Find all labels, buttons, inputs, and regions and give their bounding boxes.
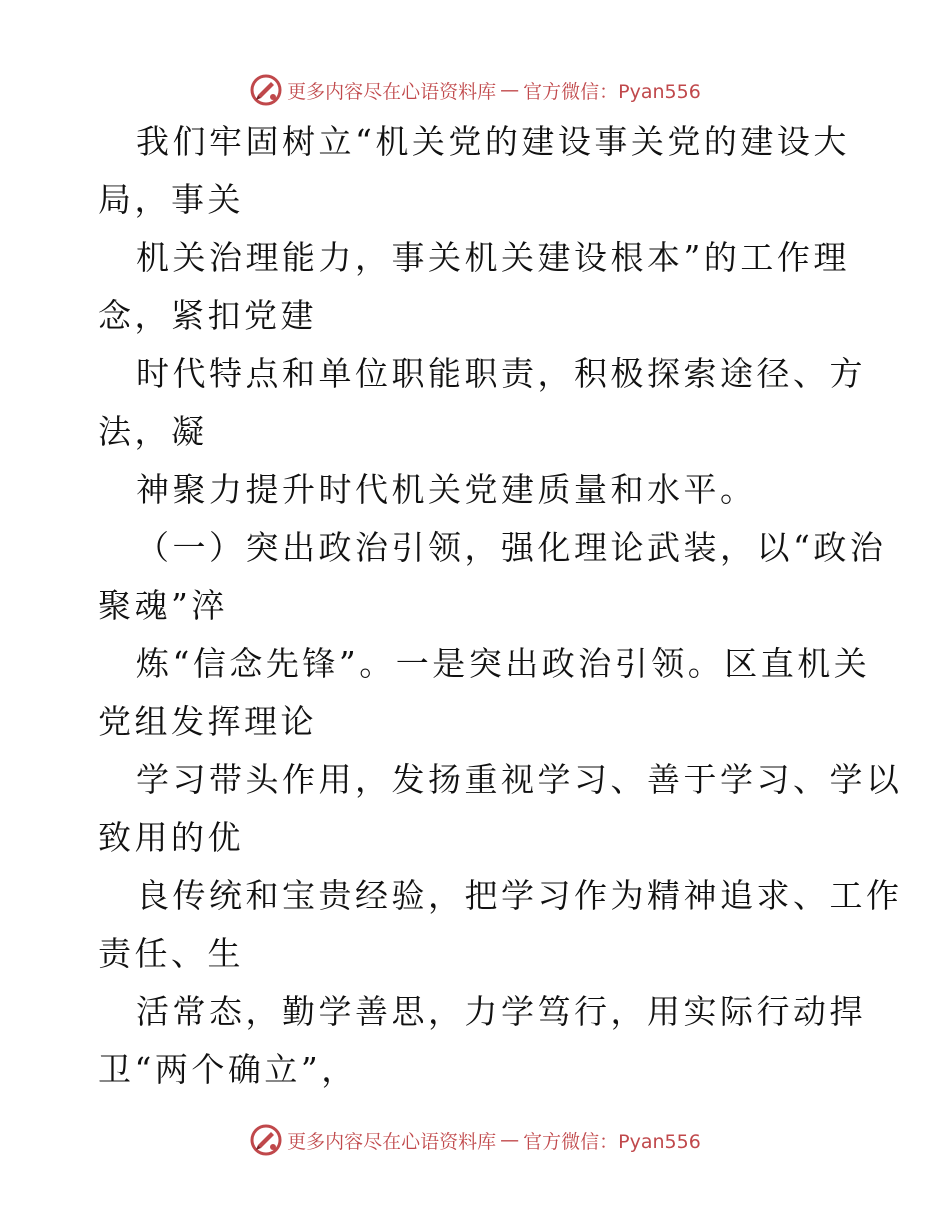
text-line: 机关治理能力，事关机关建设根本”的工作理 [136,238,850,277]
text-line: 致用的优 [98,818,244,857]
text-line: 卫“两个确立”， [98,1050,358,1089]
pen-logo-icon [249,73,283,107]
watermark-separator: — [500,79,520,101]
document-body [98,113,903,1099]
text-line: 我们牢固树立“机关党的建设事关党的建设大 [136,122,850,161]
watermark [249,1123,701,1157]
page-footer-watermark [0,1120,950,1160]
text-line: 炼“信念先锋”。一是突出政治引领。区直机关 [136,644,871,683]
watermark-main-text: 更多内容尽在心语资料库 [287,1130,497,1153]
watermark-official-text: 官方微信：Pyan556 [523,1130,701,1153]
watermark-official-text: 官方微信：Pyan556 [523,80,701,103]
watermark-separator: — [500,1129,520,1151]
text-line: 活常态，勤学善思，力学笃行，用实际行动捍 [136,992,866,1031]
text-line: （一）突出政治引领，强化理论武装，以“政治 [136,528,887,567]
text-line: 神聚力提升时代机关党建质量和水平。 [136,470,757,509]
text-line: 念，紧扣党建 [98,296,317,335]
watermark [249,73,701,107]
page-header-watermark [0,70,950,110]
text-line: 良传统和宝贵经验，把学习作为精神追求、工作 [136,876,903,915]
watermark-main-text: 更多内容尽在心语资料库 [287,80,497,103]
text-line: 聚魂”淬 [98,586,228,625]
text-line: 党组发挥理论 [98,702,317,741]
text-line: 法，凝 [98,412,208,451]
text-line: 局，事关 [98,180,244,219]
pen-logo-icon [249,1123,283,1157]
text-line: 责任、生 [98,934,244,973]
text-line: 学习带头作用，发扬重视学习、善于学习、学以 [136,760,903,799]
text-line: 时代特点和单位职能职责，积极探索途径、方 [136,354,866,393]
